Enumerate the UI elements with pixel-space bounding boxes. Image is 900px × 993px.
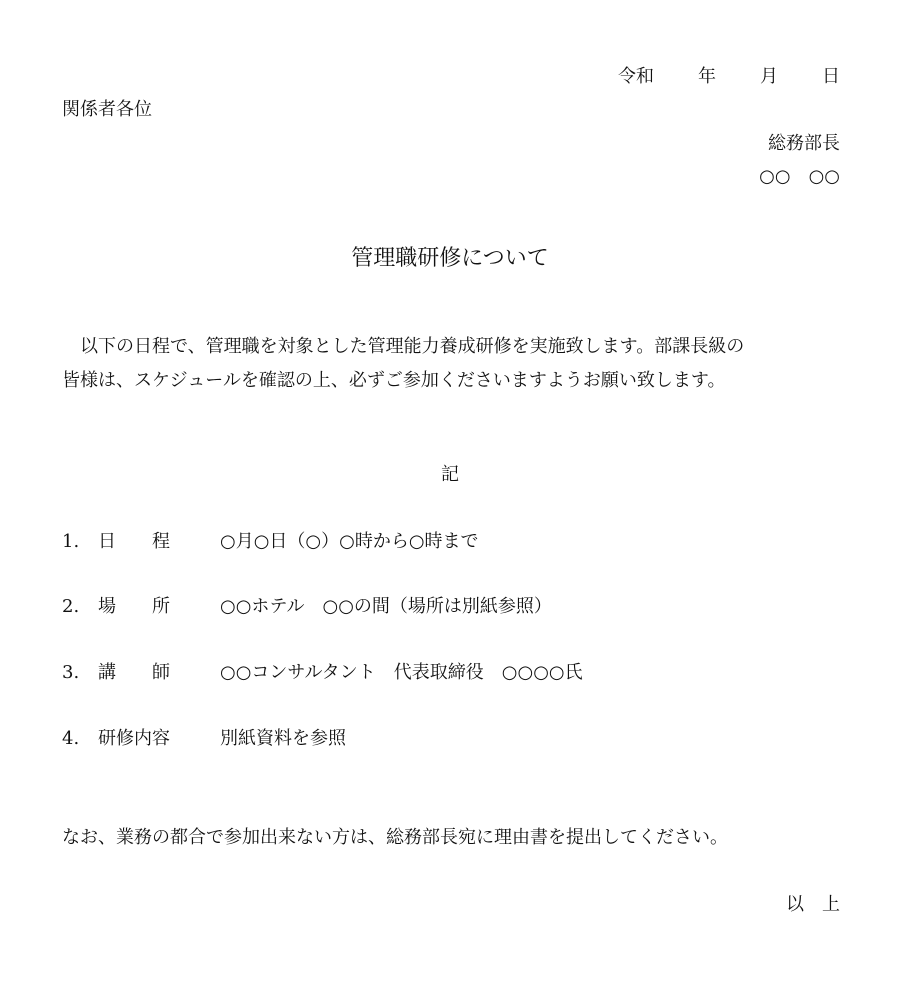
sender-department: 総務部長 — [768, 133, 840, 154]
item-number: 4. — [62, 728, 80, 749]
note-text: なお、業務の都合で参加出来ない方は、総務部長宛に理由書を提出してください。 — [62, 827, 728, 848]
item-content — [62, 730, 346, 748]
item-number: 1. — [62, 531, 80, 552]
item-venue — [62, 598, 552, 616]
item-schedule — [62, 533, 479, 551]
date-year-unit: 年 — [698, 66, 716, 87]
document-date — [618, 68, 840, 86]
item-label: 講 師 — [98, 662, 170, 683]
date-era: 令和 — [618, 66, 654, 87]
item-label: 日 程 — [98, 531, 170, 552]
date-month-unit: 月 — [760, 66, 778, 87]
item-label: 研修内容 — [98, 728, 170, 749]
item-value: ○○ホテル ○○の間（場所は別紙参照） — [220, 596, 552, 617]
ki-heading: 記 — [441, 464, 459, 485]
item-value: ○月○日（○）○時から○時まで — [220, 531, 479, 552]
item-value: 別紙資料を参照 — [220, 728, 346, 749]
recipient: 関係者各位 — [62, 99, 152, 120]
body-paragraph — [62, 330, 852, 398]
item-number: 2. — [62, 596, 80, 617]
item-instructor — [62, 664, 583, 682]
body-line-1: 以下の日程で、管理職を対象とした管理能力養成研修を実施致します。部課長級の — [80, 336, 745, 357]
closing-mark: 以 上 — [786, 894, 840, 915]
document-title: 管理職研修について — [351, 246, 549, 271]
date-day-unit: 日 — [822, 66, 840, 87]
item-value: ○○コンサルタント 代表取締役 ○○○○氏 — [220, 662, 583, 683]
item-label: 場 所 — [98, 596, 170, 617]
item-number: 3. — [62, 662, 80, 683]
body-line-2: 皆様は、スケジュールを確認の上、必ずご参加くださいますようお願い致します。 — [62, 370, 726, 391]
sender-name: ○○ ○○ — [759, 166, 840, 187]
